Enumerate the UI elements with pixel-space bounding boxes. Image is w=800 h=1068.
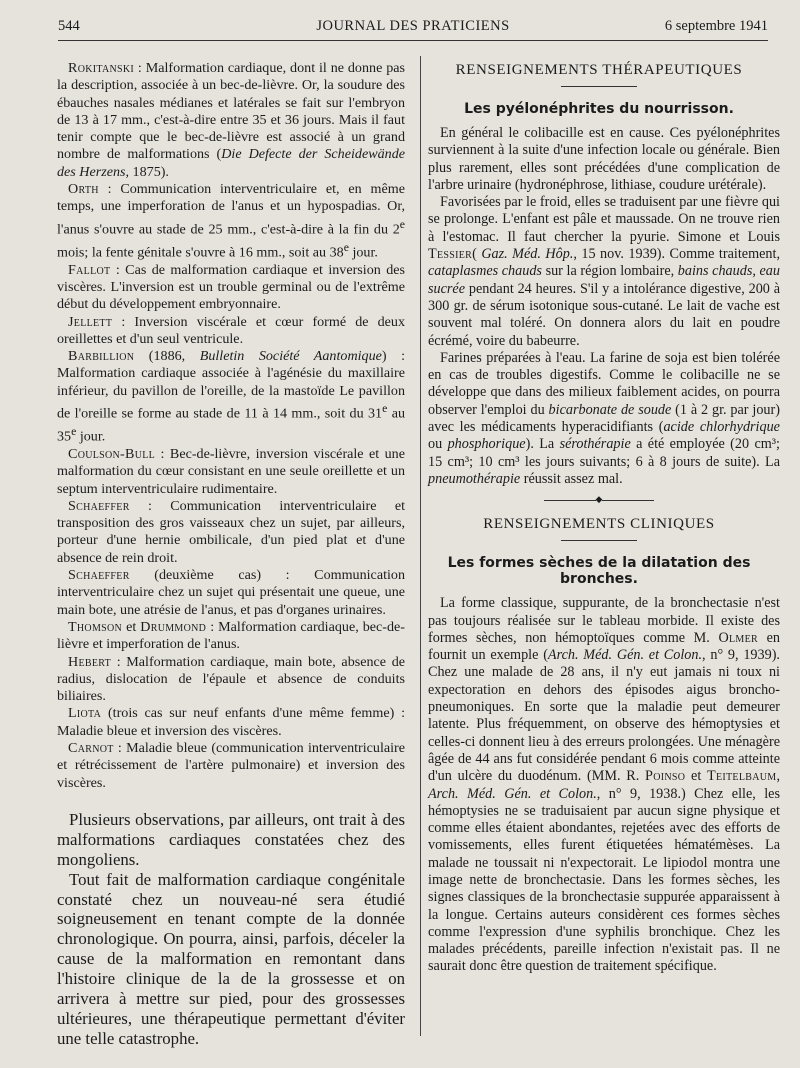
journal-title: JOURNAL DES PRATICIENS [316, 18, 510, 34]
entry-jellett: Jellett : Inversion viscérale et cœur formé de deux oreillettes et d'un seul ventricule. [57, 313, 405, 347]
page-number: 544 [58, 18, 80, 34]
entry-carnot: Carnot : Maladie bleue (communication interventriculaire et rétrécissement de l'artère pulmonaire) et inversion des viscères. [57, 740, 405, 791]
paragraph: En général le colibacille est en cause. Ces pyélonéphrites surviennent à la suite d'une infection locale ou générale. Bien plus rarement, elles sont précédées d'une complication de l'arbre urinaire (hydronéphrose, lithiase, coudure urétérale). [428, 125, 780, 193]
entry-liota: Liota (trois cas sur neuf enfants d'une même femme) : Maladie bleue et inversion des viscères. [57, 705, 405, 739]
entry-orth: Orth : Communication interventriculaire et, en même temps, une imperforation de l'anus et un hypospadias. Or, l'anus s'ouvre au stade de 25 mm., c'est-à-dire à la fin du 2e mois; la fente génitale s'ouvre à 16 mm., soit au 38e jour. [57, 181, 405, 261]
paragraph: Favorisées par le froid, elles se traduisent par une fièvre qui se prolonge. L'enfant est pâle et maussade. On ne trouve rien à l'estomac. Il faut chercher la pyurie. Simone et Louis Tessier( Gaz. Méd. Hôp., 15 nov. 1939). Comme traitement, cataplasmes chauds sur la région lombaire, bains chauds, eau sucrée pendant 24 heures. S'il y a intolérance digestive, 200 à 300 gr. de sérum isotonique sous-cutané. Le lait de vache est souvent mal toléré. On donnera alors du lait en poudre écrémé, voire du babeurre. [428, 194, 780, 349]
section-title-therapeutiques: RENSEIGNEMENTS THÉRAPEUTIQUES [455, 62, 743, 78]
entry-thomson-drummond: Thomson et Drummond : Malformation cardiaque, bec-de-lièvre et imperforation de l'anus. [57, 618, 405, 653]
paragraph: La forme classique, suppurante, de la bronchectasie n'est pas toujours réalisée sur le tableau morbide. Il existe des formes sèches, non hémoptoïques comme M. Olmer en fournit un exemple (Arch. Méd. Gén. et Colon., n° 9, 1939). Chez une malade de 28 ans, il n'y eut jamais ni toux ni expectoration en dehors des épisodes aigus broncho-pneumoniques. En sorte que la maladie peut demeurer latente. Plus fréquemment, on observe des hémoptysies et celles-ci donnent lieu à des erreurs prolongées. Une ménagère âgée de 44 ans fut considérée pendant 6 mois comme atteinte d'un ulcère du duodénum. (MM. R. Poinso et Teitelbaum, Arch. Méd. Gén. et Colon., n° 9, 1938.) Chez elle, les hémoptysies ne se traduisaient par aucun signe physique et comme elles étaient abondantes, rejetées avec des efforts de vomissements, elles furent étiquetées hématémèses. La malade ne toussait ni n'expectorait. Le lipiodol montra une image nette de bronchectasie. Dans les formes sèches, les signes classiques de la bronchectasie suppurée apparaissent à la longue. Certains auteurs considèrent ces formes sèches comme l'expression d'une syphilis bronchique. Chez les malades précédents, pareille infection n'existait pas. Il ne saurait donc être question de traitement spécifique. [428, 595, 780, 975]
article-title-pyelonephrites: Les pyélonéphrites du nourrisson. [464, 101, 734, 117]
paragraph-mongoliens: Plusieurs observations, par ailleurs, ont trait à des malformations cardiaques constatées chez des mongoliens. [57, 809, 405, 869]
entry-fallot: Fallot : Cas de malformation cardiaque et inversion des viscères. L'inversion est un trouble germinal ou de l'extrême début du développement embryonnaire. [57, 261, 405, 313]
section-title-cliniques: RENSEIGNEMENTS CLINIQUES [483, 516, 715, 533]
left-column [57, 60, 405, 1049]
paragraph-conclusion: Tout fait de malformation cardiaque congénitale constaté chez un nouveau-né sera étudié soigneusement en tenant compte de la donnée chronologique. On pourra, ainsi, parfois, déceler la cause de la malformation en remontant dans l'histoire clinique de la de la grossesse et on arrivera à mettre sur pied, pour des grossesses ultérieures, une thérapeutique permettant d'éviter une telle catastrophe. [57, 869, 405, 1048]
entry-hebert: Hebert : Malformation cardiaque, main bote, absence de radius, dislocation de l'épaule et absence de conduits biliaires. [57, 653, 405, 705]
article-title-bronches: Les formes sèches de la dilatation des bronches. [447, 555, 751, 588]
section-rule [561, 540, 637, 541]
entry-schaeffer-2: Schaeffer (deuxième cas) : Communication interventriculaire chez un sujet qui présentait une queue, une main bote, une atrésie de l'anus, et pas d'organes urinaires. [57, 567, 405, 618]
entry-barbillion: Barbillion (1886, Bulletin Société Aantomique) : Malformation cardiaque associée à l'agénésie du maxillaire inférieur, du pavillon de l'oreille, de la mastoïde Le pavillon de l'oreille se forme au stade de 11 à 14 mm., soit du 31e au 35e jour. [57, 348, 406, 445]
paragraph: Farines préparées à l'eau. La farine de soja est bien tolérée en cas de troubles digestifs. Comme le colibacille ne se développe que dans des milieux faiblement acides, on pourra observer l'emploi du bicarbonate de soude (1 à 2 gr. par jour) avec les médicaments hyperacidifiants (acide chlorhydrique ou phosphorique). La sérothérapie a été employée (20 cm³; 15 cm³; 10 cm³ les jours suivants; 6 à 8 jours de suite). La pneumothérapie réussit assez mal. [428, 349, 780, 487]
right-column [418, 60, 780, 976]
page-header [58, 14, 768, 41]
issue-date: 6 septembre 1941 [664, 18, 768, 34]
entry-coulson-bull: Coulson-Bull : Bec-de-lièvre, inversion viscérale et une malformation du cœur consistant en une seule oreillette et un septum interventriculaire rudimentaire. [57, 445, 405, 497]
entry-schaeffer: Schaeffer : Communication interventriculaire et transposition des gros vaisseaux chez un sujet, par ailleurs, porteur d'une hernie ombilicale, d'un pied plat et d'une absence de rein droit. [57, 497, 405, 566]
section-rule [561, 86, 637, 87]
entry-rokitanski: Rokitanski : Malformation cardiaque, dont il ne donne pas la description, associée à un bec-de-lièvre. Or, la soudure des ébauches nasales médianes et latérales se fait sur l'embryon de 13 à 17 mm., c'est-à-dire entre 35 et 36 jours. Mais il faut tenir compte que le bec-de-lièvre est associé à un grand nombre de malformations (Die Defecte der Scheidewände des Herzens, 1875). [57, 60, 405, 180]
section-separator: ◆ [418, 492, 780, 506]
